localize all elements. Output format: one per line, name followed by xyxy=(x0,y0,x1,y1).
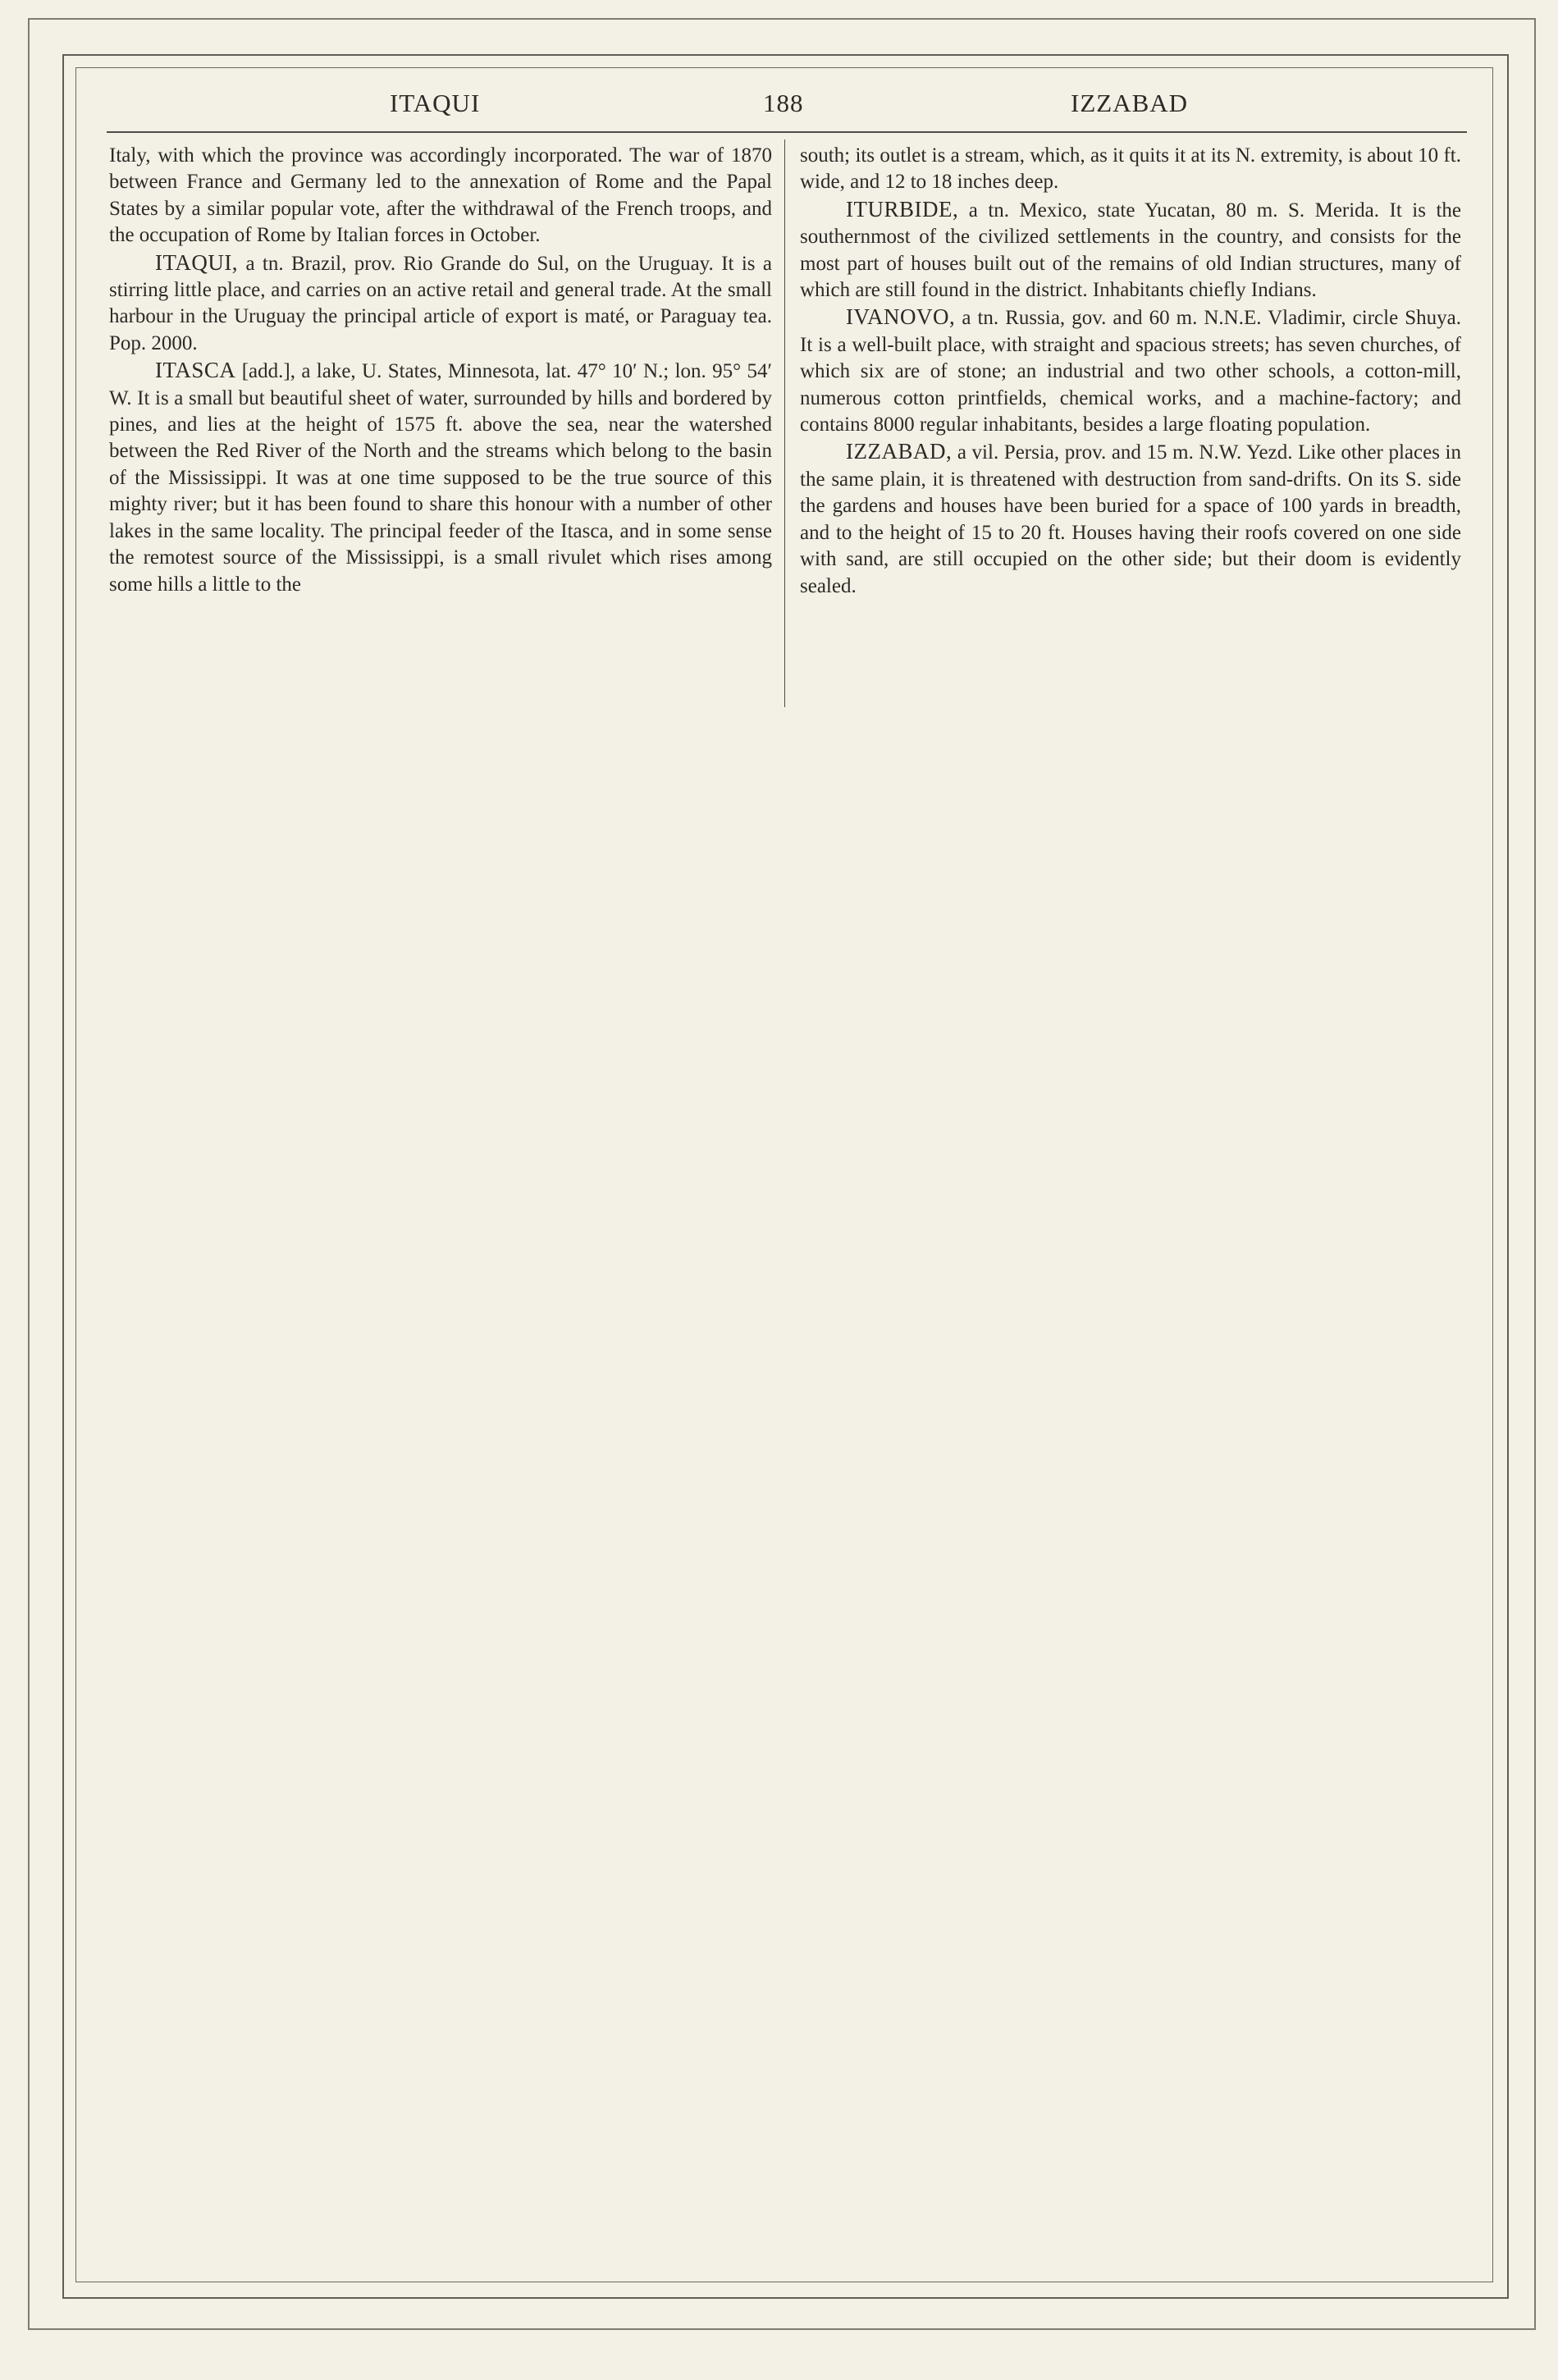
column-divider xyxy=(784,139,785,707)
left-column xyxy=(109,143,772,598)
entry-text: [add.], a lake, U. States, Minnesota, lat. 47° 10′ N.; lon. 95° 54′ W. It is a small but beautiful sheet of water, surrounded by hills and bordered by pines, and lies at the height of 1575 ft. above the sea, near the watershed between the Red River of the North and the streams which belong to the basin of the Mississippi. It was at one time supposed to be the true source of this mighty river; but it has been found to share this honour with a number of other lakes in the same locality. The principal feeder of the Itasca, and in some sense the remotest source of the Mississippi, is a small rivulet which rises among some hills a little to the xyxy=(109,360,772,596)
header-right-catchword: IZZABAD xyxy=(1071,89,1189,117)
page-number: 188 xyxy=(763,89,804,117)
entry-headword: ITURBIDE, xyxy=(846,196,959,222)
entry-text: Italy, with which the province was accordingly incorporated. The war of 1870 between France and Germany led to the annexation of Rome and the Papal States by a similar popular vote, after the withdrawal of the French troops, and the occupation of Rome by Italian forces in October. xyxy=(109,144,772,247)
header-left-catchword: ITAQUI xyxy=(390,89,481,117)
running-header xyxy=(107,89,1467,125)
entry-itaqui xyxy=(109,249,772,358)
entry-headword: ITAQUI, xyxy=(155,249,239,275)
entry-iturbide xyxy=(800,196,1461,304)
entry-ivanovo xyxy=(800,304,1461,438)
header-rule xyxy=(107,131,1467,133)
entry-text: a tn. Brazil, prov. Rio Grande do Sul, on the Uruguay. It is a stirring little place, and carries on an active retail and general trade. At the small harbour in the Uruguay the principal article of export is maté, or Paraguay tea. Pop. 2000. xyxy=(109,252,772,354)
entry-text: a vil. Persia, prov. and 15 m. N.W. Yezd. Like other places in the same plain, it is threatened with destruction from sand-drifts. On its S. side the gardens and houses have been buried for a space of 100 yards in breadth, and to the height of 15 to 20 ft. Houses having their roofs covered on one side with sand, are still occupied on the other side; but their doom is evidently sealed. xyxy=(800,441,1461,597)
entry-itasca xyxy=(109,357,772,598)
entry-continuation xyxy=(109,143,772,249)
entry-headword: IVANOVO, xyxy=(846,304,956,330)
entry-continuation xyxy=(800,143,1461,196)
right-column xyxy=(800,143,1461,600)
entry-headword: ITASCA xyxy=(155,358,236,383)
entry-text: a tn. Russia, gov. and 60 m. N.N.E. Vladimir, circle Shuya. It is a well-built place, with straight and spacious streets; has seven churches, of which six are of stone; an industrial and two other schools, a cotton-mill, numerous cotton printfields, chemical works, and a machine-factory; and contains 8000 regular inhabitants, besides a large floating population. xyxy=(800,307,1461,436)
entry-text: a tn. Mexico, state Yucatan, 80 m. S. Merida. It is the southernmost of the civilized settlements in the country, and consists for the most part of houses built out of the remains of old Indian structures, many of which are still found in the district. Inhabitants chiefly Indians. xyxy=(800,199,1461,302)
entry-text: south; its outlet is a stream, which, as it quits it at its N. extremity, is about 10 ft. wide, and 12 to 18 inches deep. xyxy=(800,144,1461,194)
entry-headword: IZZABAD, xyxy=(846,439,953,464)
entry-izzabad xyxy=(800,438,1461,599)
